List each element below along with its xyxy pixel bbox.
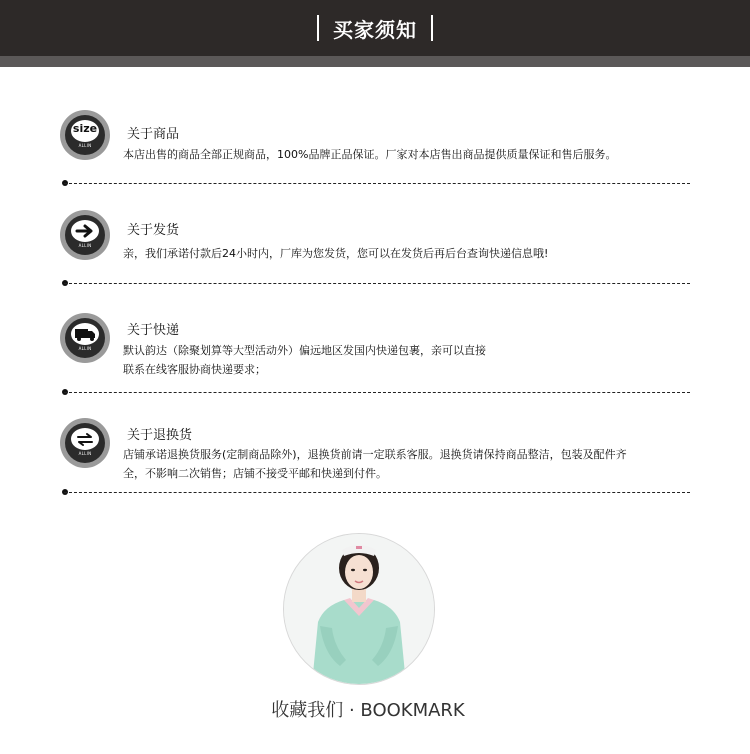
section-divider — [64, 392, 690, 393]
section-divider — [64, 283, 690, 284]
section-body-returns — [123, 445, 693, 483]
header-underline — [0, 56, 750, 67]
section-line: 亲，我们承诺付款后24小时内，厂库为您发货，您可以在发货后再后台查询快递信息哦! — [123, 247, 549, 260]
section-title-returns: 关于退换货 — [127, 428, 193, 443]
badge-caption: ALLIN — [78, 143, 92, 148]
badge-caption: ALLIN — [78, 243, 92, 248]
size-badge-icon — [60, 110, 110, 160]
section-line: 全，不影响二次销售；店铺不接受平邮和快递到付件。 — [123, 467, 387, 480]
size-badge-text: size — [72, 122, 98, 135]
badge-caption: ALLIN — [78, 451, 92, 456]
section-title-product: 关于商品 — [127, 127, 180, 142]
section-body-product — [123, 145, 693, 164]
title-right-bar — [431, 15, 433, 41]
section-line: 联系在线客服协商快递要求； — [123, 363, 266, 376]
section-title-express: 关于快递 — [127, 323, 180, 338]
section-body-shipping — [123, 244, 693, 263]
section-divider — [64, 183, 690, 184]
badge-caption: ALLIN — [78, 346, 92, 351]
section-divider — [64, 492, 690, 493]
bookmark-link[interactable]: 收藏我们 · BOOKMARK — [271, 700, 465, 721]
return-exchange-icon — [60, 418, 110, 468]
section-body-express — [123, 341, 693, 379]
header-title-group — [0, 0, 750, 56]
section-title-shipping: 关于发货 — [127, 223, 180, 238]
nurse-portrait — [284, 534, 434, 684]
page-title: 买家须知 — [333, 17, 417, 42]
section-line: 店铺承诺退换货服务(定制商品除外)，退换货前请一定联系客服。退换货请保持商品整洁，包装及配件齐 — [123, 448, 627, 461]
delivery-truck-icon — [60, 313, 110, 363]
section-line: 本店出售的商品全部正规商品，100%品牌正品保证。厂家对本店售出商品提供质量保证和售后服务。 — [123, 148, 617, 161]
section-line: 默认韵达（除聚划算等大型活动外）偏远地区发国内快递包裹，亲可以直接 — [123, 344, 486, 357]
customer-service-avatar — [283, 533, 435, 685]
arrow-right-icon — [60, 210, 110, 260]
title-left-bar — [317, 15, 319, 41]
